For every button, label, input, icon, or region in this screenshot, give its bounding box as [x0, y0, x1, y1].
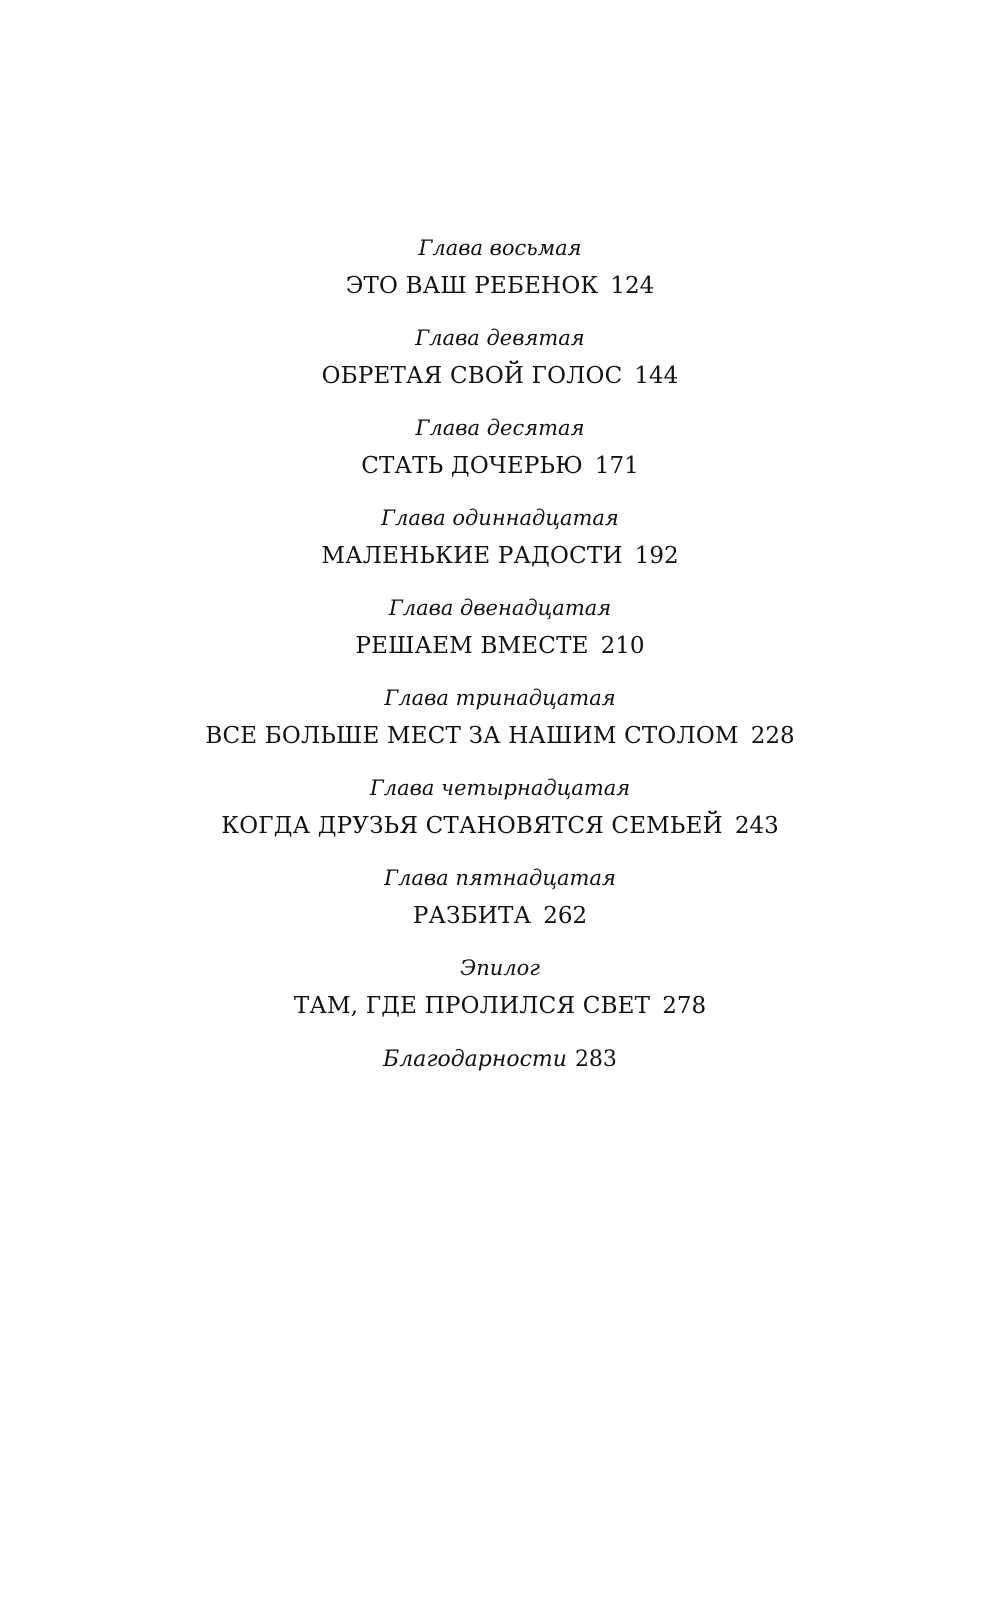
toc-entry [0, 236, 1000, 300]
toc-entry-epilogue [0, 956, 1000, 1020]
toc-entry-acknowledgements [0, 1046, 1000, 1074]
chapter-label: Глава двенадцатая [388, 596, 612, 620]
chapter-title: РЕШАЕМ ВМЕСТЕ [355, 633, 589, 659]
chapter-label: Глава тринадцатая [384, 686, 616, 710]
toc-entry [0, 416, 1000, 480]
chapter-title: ЭТО ВАШ РЕБЕНОК [345, 273, 599, 299]
chapter-title: СТАТЬ ДОЧЕРЬЮ [361, 453, 583, 479]
chapter-title: ТАМ, ГДЕ ПРОЛИЛСЯ СВЕТ [293, 993, 651, 1019]
chapter-title-line [0, 812, 1000, 840]
chapter-label: Глава пятнадцатая [384, 866, 616, 890]
chapter-title-line [0, 542, 1000, 570]
chapter-title: КОГДА ДРУЗЬЯ СТАНОВЯТСЯ СЕМЬЕЙ [221, 813, 723, 839]
chapter-title-line [0, 632, 1000, 660]
table-of-contents [0, 236, 1000, 1074]
toc-entry [0, 506, 1000, 570]
page-number: 210 [600, 633, 645, 659]
page-number: 192 [634, 543, 679, 569]
chapter-title-line [0, 902, 1000, 930]
page-number: 171 [594, 453, 639, 479]
chapter-title: ВСЕ БОЛЬШЕ МЕСТ ЗА НАШИМ СТОЛОМ [205, 723, 739, 749]
chapter-title-line [0, 272, 1000, 300]
page-number: 262 [543, 903, 588, 929]
acknowledgements-label: Благодарности [383, 1047, 567, 1072]
page-number: 144 [634, 363, 679, 389]
toc-entry [0, 866, 1000, 930]
page-number: 243 [734, 813, 779, 839]
chapter-title: МАЛЕНЬКИЕ РАДОСТИ [321, 543, 623, 569]
epilogue-label: Эпилог [460, 956, 540, 980]
chapter-title-line [0, 722, 1000, 750]
chapter-title-line [0, 362, 1000, 390]
toc-entry [0, 326, 1000, 390]
toc-entry [0, 686, 1000, 750]
page-number: 124 [610, 273, 655, 299]
toc-entry [0, 596, 1000, 660]
chapter-title: РАЗБИТА [412, 903, 532, 929]
chapter-label: Глава восьмая [418, 236, 582, 260]
toc-entry [0, 776, 1000, 840]
chapter-label: Глава одиннадцатая [381, 506, 619, 530]
chapter-label: Глава девятая [415, 326, 585, 350]
chapter-title-line [0, 452, 1000, 480]
page-number: 228 [750, 723, 795, 749]
page-number: 283 [574, 1047, 617, 1072]
chapter-title-line [0, 992, 1000, 1020]
chapter-title: ОБРЕТАЯ СВОЙ ГОЛОС [321, 363, 623, 389]
page-number: 278 [662, 993, 707, 1019]
chapter-label: Глава четырнадцатая [369, 776, 631, 800]
chapter-label: Глава десятая [415, 416, 585, 440]
